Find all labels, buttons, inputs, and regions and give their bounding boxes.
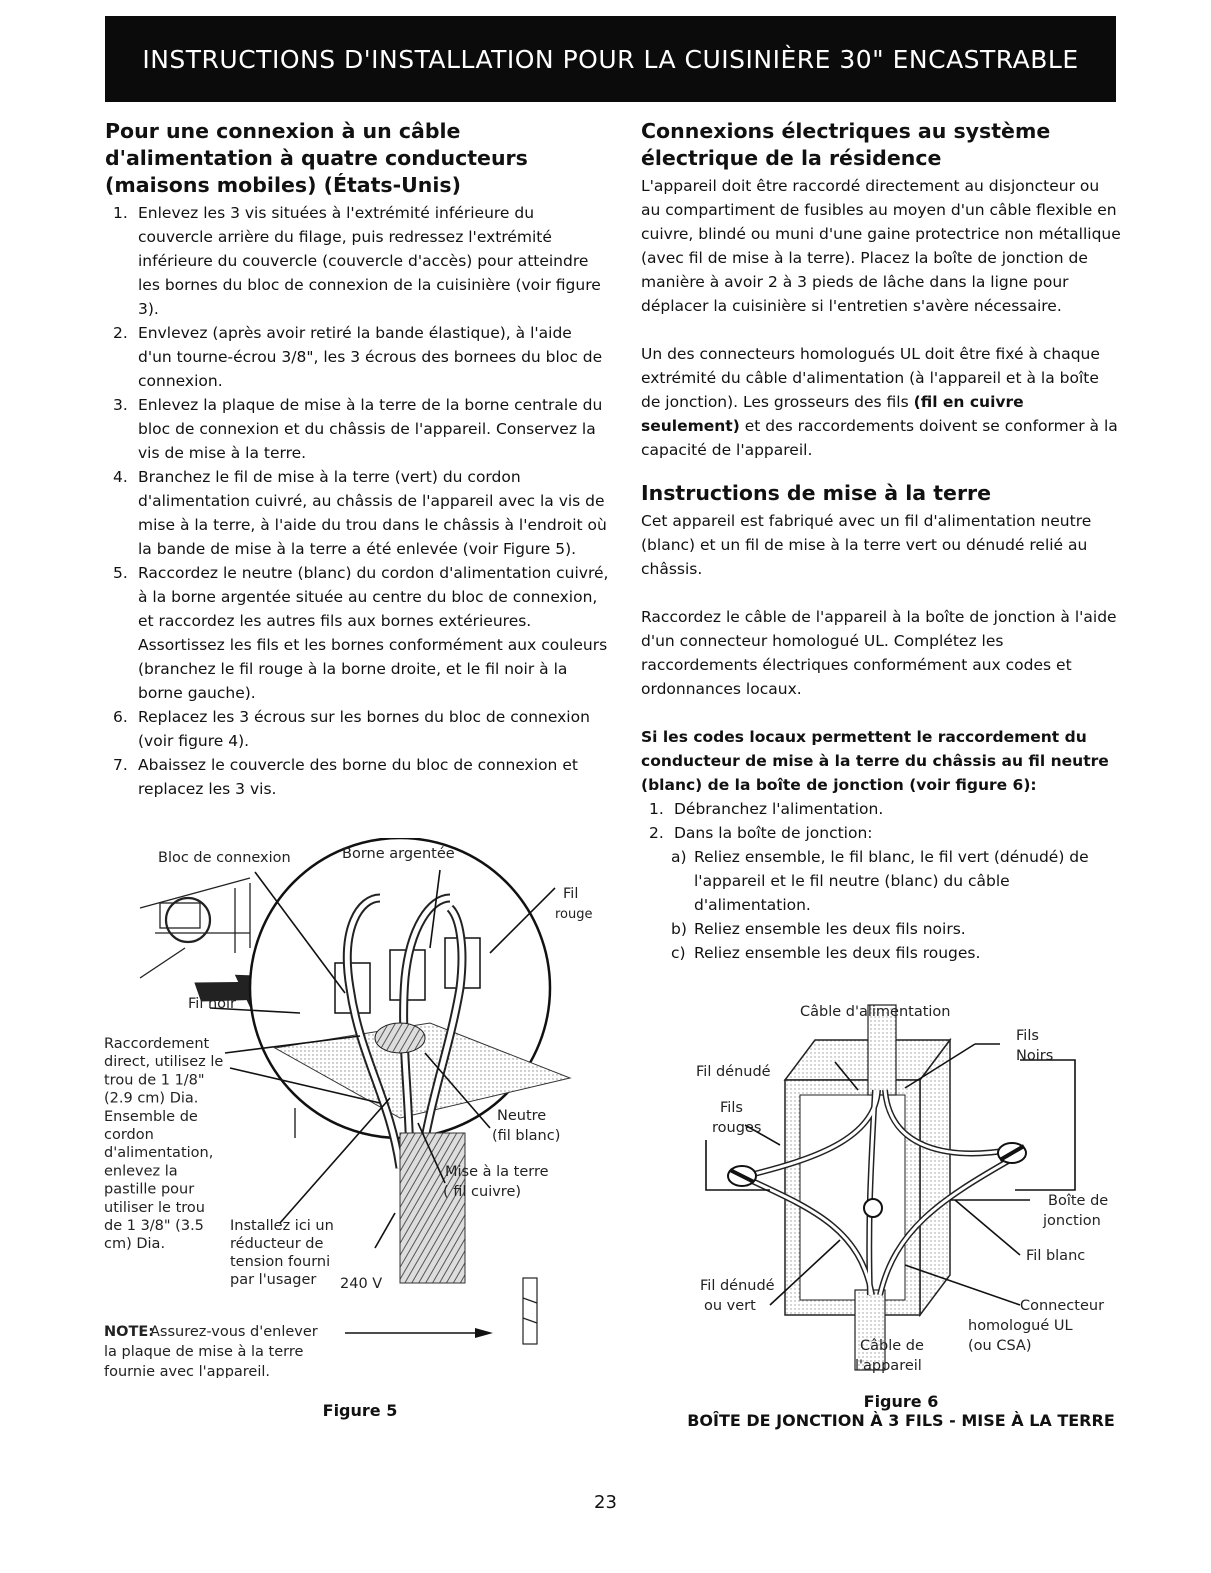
- left-column: [105, 118, 610, 801]
- right-step-number: 2.: [649, 824, 664, 842]
- codes-locaux-note: Si les codes locaux permettent le raccordement du conducteur de mise à la terre du châssis au fil neutre (blanc) de la boîte de jonction (voir figure 6):: [641, 728, 1109, 794]
- right-substep-text: Reliez ensemble, le fil blanc, le fil vert (dénudé) de l'appareil et le fil neutre (blanc) du câble d'alimentation.: [694, 848, 1089, 914]
- left-step-item: [105, 465, 610, 561]
- label-fil-rouge-2: rouge: [555, 907, 593, 922]
- left-step-number: 6.: [113, 708, 128, 726]
- page-number: 23: [594, 1492, 617, 1513]
- raccordement-line: cordon: [104, 1127, 154, 1143]
- label-fil-vert-2: ou vert: [704, 1298, 756, 1314]
- wire-nut-left-icon: [728, 1166, 756, 1186]
- note-line-3: fournie avec l'appareil.: [104, 1364, 271, 1378]
- heading-connexions: Connexions électriques au système électrique de la résidence: [641, 119, 1051, 170]
- left-step-text: Enlevez les 3 vis situées à l'extrémité inférieure du couvercle arrière du filage, puis redressez l'extrémité inférieure du couvercle (couvercle d'accès) pour atteindre les bornes du bloc de connexion de la cuisinière (voir figure 3).: [138, 204, 601, 318]
- left-step-item: [105, 321, 610, 393]
- label-neutre-2: (fil blanc): [492, 1128, 561, 1144]
- label-fil-noir: Fil noir: [188, 996, 237, 1012]
- label-fil-rouge-1: Fil: [563, 886, 579, 902]
- label-cable-app-2: l'appareil: [855, 1358, 922, 1374]
- ground-plate-icon: [523, 1278, 537, 1344]
- label-cable-alimentation: Câble d'alimentation: [800, 1004, 951, 1020]
- figure-5: [100, 838, 620, 1378]
- para-connecteurs-text-a: Un des connecteurs homologués UL doit être fixé à chaque extrémité du câble d'alimentation (à l'appareil et à la boîte de jonction). Les grosseurs des fils: [641, 345, 1100, 411]
- left-step-item: [105, 393, 610, 465]
- right-substep-text: Reliez ensemble les deux fils noirs.: [694, 920, 966, 938]
- note-line-1: Assurez-vous d'enlever: [150, 1324, 318, 1340]
- left-steps-list: [105, 201, 610, 801]
- left-step-number: 1.: [113, 204, 128, 222]
- para-connecteurs-text-c: et des raccordements doivent se conformer à la capacité de l'appareil.: [641, 417, 1118, 459]
- raccordement-line: pastille pour: [104, 1181, 195, 1198]
- right-substep-number: a): [671, 848, 687, 866]
- label-fils-rouges-1: Fils: [720, 1100, 743, 1116]
- label-fils-noirs-1: Fils: [1016, 1028, 1039, 1044]
- note-label: NOTE:: [104, 1324, 155, 1340]
- label-fils-noirs-2: Noirs: [1016, 1048, 1054, 1064]
- raccordement-line: d'alimentation,: [104, 1145, 214, 1162]
- label-fil-denude: Fil dénudé: [696, 1064, 771, 1080]
- label-cable-app-1: Câble de: [860, 1338, 924, 1354]
- page-title: INSTRUCTIONS D'INSTALLATION POUR LA CUISINIÈRE 30" ENCASTRABLE: [142, 44, 1079, 74]
- figure-5-caption: Figure 5: [322, 1401, 398, 1420]
- label-connecteur-2: homologué UL: [968, 1318, 1073, 1334]
- right-substep-item: [641, 845, 1121, 917]
- raccordement-line: de 1 3/8" (3.5: [104, 1218, 204, 1234]
- raccordement-line: Ensemble de: [104, 1108, 198, 1125]
- raccordement-line: Raccordement: [104, 1036, 210, 1052]
- label-raccordement: [104, 1036, 223, 1252]
- label-boite-1: Boîte de: [1048, 1193, 1109, 1209]
- left-step-text: Branchez le fil de mise à la terre (vert) du cordon d'alimentation cuivré, au châssis de l'appareil avec la vis de mise à la terre, à l'aide du trou dans le châssis à l'endroit où la bande de mise à la terre a été enlevée (voir Figure 5).: [138, 468, 607, 558]
- para-connecteurs-ul: [641, 342, 1121, 462]
- para-fabrique: Cet appareil est fabriqué avec un fil d'alimentation neutre (blanc) et un fil de mise à la terre vert ou dénudé relié au châssis.: [641, 512, 1092, 578]
- label-boite-2: jonction: [1043, 1213, 1101, 1229]
- raccordement-line: utiliser le trou: [104, 1199, 205, 1216]
- left-step-text: Abaissez le couvercle des borne du bloc de connexion et replacez les 3 vis.: [138, 756, 578, 798]
- para-connexion-disjoncteur: L'appareil doit être raccordé directement au disjoncteur ou au compartiment de fusibles au moyen d'un câble flexible en cuivre, blindé ou muni d'une gaine protectrice non métallique (avec fil de mise à la terre). Placez la boîte de jonction de manière à avoir 2 à 3 pieds de lâche dans la ligne pour déplacer la cuisinière si l'entretien s'avère nécessaire.: [641, 177, 1121, 315]
- right-column: [641, 118, 1121, 965]
- raccordement-line: enlevez la: [104, 1163, 178, 1180]
- label-terre-2: ( fil cuivre): [443, 1184, 522, 1200]
- right-substep-number: c): [671, 944, 686, 962]
- label-terre-1: Mise à la terre: [445, 1164, 549, 1180]
- label-installez: [230, 1218, 334, 1288]
- heading-mise-a-la-terre: Instructions de mise à la terre: [641, 481, 992, 505]
- right-substep-item: [641, 941, 1121, 965]
- right-substeps-list: [641, 845, 1121, 965]
- left-heading: Pour une connexion à un câble d'alimentation à quatre conducteurs (maisons mobiles) (États-Unis): [105, 119, 528, 197]
- figure-6: [690, 1000, 1140, 1385]
- left-step-number: 3.: [113, 396, 128, 414]
- figure-6-caption-title: Figure 6: [863, 1392, 939, 1411]
- raccordement-line: trou de 1 1/8": [104, 1072, 205, 1089]
- figure-6-caption: [641, 1392, 1161, 1430]
- left-step-text: Enlevez la plaque de mise à la terre de la borne centrale du bloc de connexion et du châssis de l'appareil. Conservez la vis de mise à la terre.: [138, 396, 603, 462]
- right-step-number: 1.: [649, 800, 664, 818]
- left-step-number: 5.: [113, 564, 128, 582]
- raccordement-line: direct, utilisez le: [104, 1054, 224, 1071]
- para-raccordez: Raccordez le câble de l'appareil à la boîte de jonction à l'aide d'un connecteur homologué UL. Complétez les raccordements électriques conformément aux codes et ordonnances locaux.: [641, 608, 1117, 698]
- label-connecteur-3: (ou CSA): [968, 1338, 1032, 1354]
- wire-nut-right-icon: [998, 1143, 1026, 1163]
- raccordement-line: (2.9 cm) Dia.: [104, 1090, 199, 1107]
- figure-6-caption-subtitle: BOÎTE DE JONCTION À 3 FILS - MISE À LA TERRE: [687, 1411, 1115, 1430]
- left-step-text: Replacez les 3 écrous sur les bornes du bloc de connexion (voir figure 4).: [138, 708, 590, 750]
- right-substep-text: Reliez ensemble les deux fils rouges.: [694, 944, 981, 962]
- installez-line: réducteur de: [230, 1236, 324, 1252]
- label-fils-rouges-2: rouges: [712, 1120, 762, 1136]
- raccordement-line: cm) Dia.: [104, 1236, 166, 1253]
- installez-line: Installez ici un: [230, 1218, 334, 1234]
- note-arrowhead: [475, 1328, 493, 1338]
- left-step-text: Raccordez le neutre (blanc) du cordon d'alimentation cuivré, à la borne argentée située au centre du bloc de connexion, et raccordez les autres fils aux bornes extérieures. Assortissez les fils et les bornes conformément aux couleurs (branchez le fil rouge à la borne droite, et le fil noir à la borne gauche).: [138, 564, 609, 702]
- figure-5-illustration: [100, 838, 620, 1378]
- label-borne-argentee: Borne argentée: [342, 846, 455, 862]
- right-step-text: Débranchez l'alimentation.: [674, 800, 884, 818]
- label-240v: 240 V: [340, 1276, 383, 1292]
- right-step-item: [641, 797, 1121, 821]
- left-step-item: [105, 561, 610, 705]
- wire-nut-center-icon: [864, 1199, 882, 1217]
- title-banner: [105, 16, 1116, 102]
- label-fil-vert-1: Fil dénudé: [700, 1278, 775, 1294]
- left-step-text: Envlevez (après avoir retiré la bande élastique), à l'aide d'un tourne-écrou 3/8", les 3 écrous des bornees du bloc de connexion.: [138, 324, 603, 390]
- figure-6-illustration: [690, 1000, 1140, 1385]
- left-step-item: [105, 753, 610, 801]
- right-step-text: Dans la boîte de jonction:: [674, 824, 873, 842]
- note-line-2: la plaque de mise à la terre: [104, 1344, 304, 1360]
- left-step-item: [105, 201, 610, 321]
- left-step-number: 2.: [113, 324, 128, 342]
- right-step-item: [641, 821, 1121, 845]
- left-step-number: 7.: [113, 756, 128, 774]
- label-bloc-connexion: Bloc de connexion: [158, 850, 291, 866]
- left-step-item: [105, 705, 610, 753]
- installez-line: par l'usager: [230, 1272, 317, 1288]
- installez-line: tension fourni: [230, 1254, 331, 1270]
- right-substep-item: [641, 917, 1121, 941]
- right-steps-list: [641, 797, 1121, 845]
- label-fil-blanc: Fil blanc: [1026, 1248, 1086, 1264]
- right-substep-number: b): [671, 920, 687, 938]
- range-sketch: [140, 878, 250, 978]
- label-neutre-1: Neutre: [497, 1108, 547, 1124]
- para-connecteurs-bold: (fil en cuivre seulement): [641, 393, 1024, 435]
- label-connecteur-1: Connecteur: [1020, 1298, 1105, 1314]
- left-step-number: 4.: [113, 468, 128, 486]
